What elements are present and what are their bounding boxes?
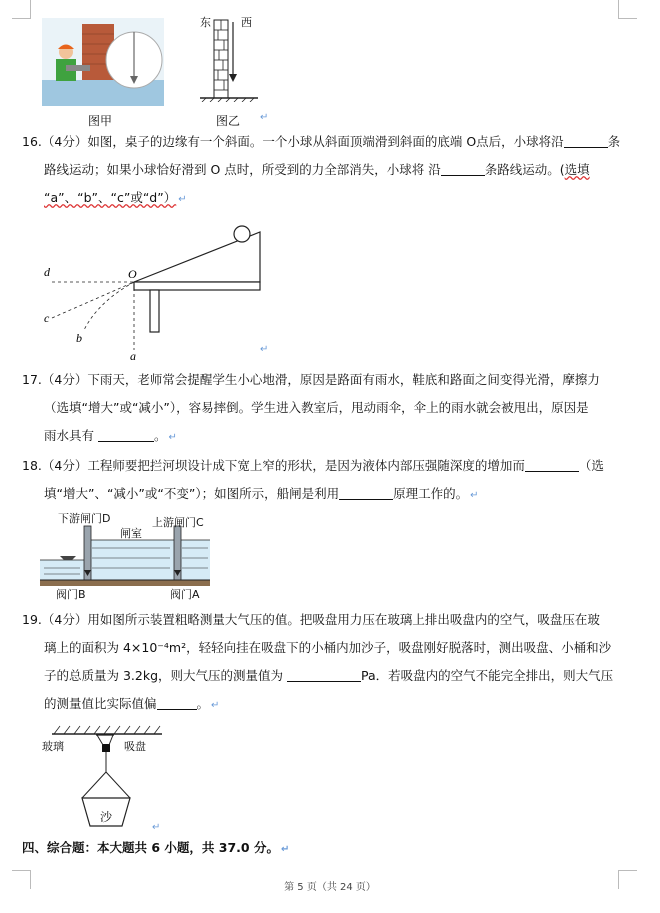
q18-text: 原理工作的。 (393, 486, 469, 501)
q17-score: （4分） (41, 372, 88, 387)
q18-label-down-gate: 下游闸门D (58, 512, 111, 525)
q16-text: 路线运动；如果小球恰好滑到 O 点时，所受到的力全部消失，小球将 沿 (44, 162, 441, 177)
east-label: 东 (200, 16, 211, 29)
q16-score: （4分） (41, 134, 88, 149)
q16-label-c: c (44, 311, 50, 325)
paragraph-mark: ↵ (152, 822, 161, 833)
q17-text: 下雨天，老师常会提醒学生小心地滑，原因是路面有雨水，鞋底和路面之间变得光滑，摩擦力 (87, 372, 600, 387)
q19-line-2 (22, 634, 622, 662)
q16-options: “a”、“b”、“c”或“d”） (44, 190, 177, 205)
q16-figure (38, 222, 278, 362)
q17-line-3: 雨水具有 。 ↵ (44, 428, 177, 443)
q19-number: 19. (22, 612, 42, 627)
q19-text: Pa．若吸盘内的空气不能完全排出，则大气压 (361, 668, 614, 683)
crop-mark-tl (12, 0, 31, 19)
q16-text: 条 (607, 134, 621, 149)
question-17 (22, 366, 622, 452)
q16-number: 16. (22, 134, 42, 149)
q16-line-3 (22, 184, 622, 214)
q17-line-2 (22, 394, 622, 422)
q18-line-1 (22, 452, 622, 480)
q18-text: 工程师要把拦河坝设计成下宽上窄的形状，是因为液体内部压强随深度的增加而 (87, 458, 525, 473)
question-16 (22, 128, 622, 214)
q18-text: 填“增大”、“减小”或“不变”）；如图所示，船闸是利用 (44, 486, 340, 501)
q19-text: 子的总质量为 3.2kg，则大气压的测量值为 (44, 668, 284, 683)
crop-mark-tr (618, 0, 637, 19)
page-footer: 第 5 页（共 24 页） (284, 882, 376, 893)
q17-blank[interactable] (98, 427, 154, 442)
q19-line-1 (22, 606, 622, 634)
q19-line-3 (22, 662, 622, 690)
q17-text: 雨水具有 (44, 428, 95, 443)
section-4-heading (22, 838, 289, 856)
paragraph-mark: ↵ (211, 700, 220, 711)
paragraph-mark: ↵ (260, 112, 269, 123)
q16-blank-2[interactable] (441, 161, 485, 176)
paragraph-mark: ↵ (260, 344, 269, 355)
section-4-text: 四、综合题：本大题共 6 小题，共 37.0 分。 (22, 840, 279, 855)
q19-label-sand: 沙 (100, 810, 113, 824)
q19-text: 璃上的面积为 4×10⁻⁴m²，轻轻向挂在吸盘下的小桶内加沙子，吸盘刚好脱落时，测出吸盘、小桶和沙 (44, 640, 612, 655)
q16-blank-1[interactable] (564, 133, 608, 148)
q18-label-valve-b: 阀门B (56, 588, 86, 601)
q18-text: （选 (578, 458, 604, 473)
q18-line-2 (22, 480, 622, 510)
q19-label-glass: 玻璃 (42, 740, 64, 753)
q18-blank-2[interactable] (339, 485, 393, 500)
q18-blank-1[interactable] (525, 457, 579, 472)
q16-line-2 (22, 156, 622, 184)
q16-text: 条路线运动。( (484, 162, 565, 177)
q16-label-b: b (76, 331, 82, 345)
q17-line-1 (22, 366, 622, 394)
q18-number: 18. (22, 458, 42, 473)
figure-a-illustration (42, 18, 164, 106)
q16-text: 如图，桌子的边缘有一个斜面。一个小球从斜面顶端滑到斜面的底端 O点后，小球将沿 (87, 134, 564, 149)
q18-label-valve-a: 阀门A (170, 588, 200, 601)
paragraph-mark: ↵ (470, 490, 479, 501)
q16-text: 选填 (564, 162, 590, 177)
figure-b-label: 图乙 (216, 114, 241, 128)
q19-score: （4分） (41, 612, 88, 627)
paragraph-mark: ↵ (280, 844, 290, 855)
q18-figure (40, 512, 210, 604)
paragraph-mark: ↵ (168, 432, 177, 443)
question-18 (22, 452, 622, 510)
q18-label-chamber: 闸室 (120, 527, 142, 540)
q18-score: （4分） (41, 458, 88, 473)
west-label: 西 (241, 16, 252, 29)
paragraph-mark: ↵ (178, 194, 187, 205)
q17-text: （选填“增大”或“减小”），容易摔倒。学生进入教室后，甩动雨伞，伞上的雨水就会被甩出，原因是 (44, 400, 589, 415)
figure-a (42, 18, 164, 106)
figure-b-wall (198, 16, 268, 102)
q19-line-4: 的测量值比实际值偏 。 ↵ (44, 696, 220, 711)
q19-label-cup: 吸盘 (124, 740, 146, 753)
q19-text: 的测量值比实际值偏 (44, 696, 157, 711)
q17-number: 17. (22, 372, 42, 387)
q16-label-a: a (130, 349, 136, 362)
q19-blank-2[interactable] (157, 695, 197, 710)
figure-a-label: 图甲 (88, 114, 113, 128)
q19-figure (42, 724, 182, 834)
q19-text: 用如图所示装置粗略测量大气压的值。把吸盘用力压在玻璃上排出吸盘内的空气，吸盘压在玻 (87, 612, 600, 627)
q18-label-up-gate: 上游闸门C (152, 516, 204, 529)
q16-line-1 (22, 128, 622, 156)
question-19 (22, 606, 622, 720)
q16-label-o: O (128, 267, 137, 281)
q16-label-d: d (44, 265, 50, 279)
q19-blank-1[interactable] (287, 667, 361, 682)
